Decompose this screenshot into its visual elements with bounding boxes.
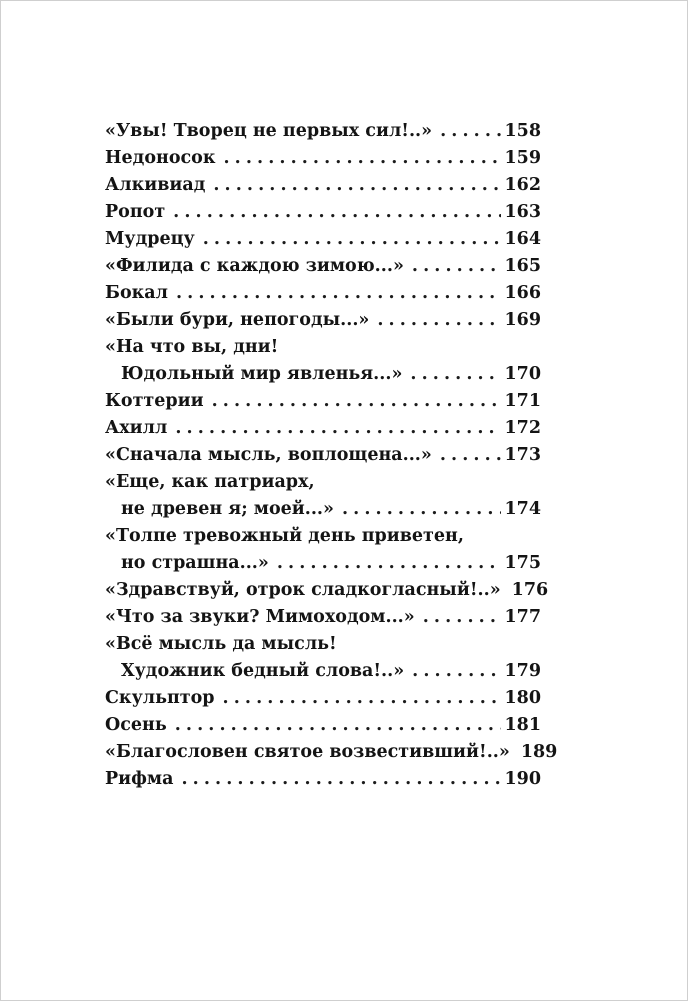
toc-entry-title: Рифма [105,769,174,789]
toc-entry-line [105,199,541,226]
toc-entry-title: Коттерии [105,391,204,411]
toc-entry-title: «Еще, как патриарх, [105,472,315,492]
toc-entry [105,334,541,388]
toc-entry-title: «Здравствуй, отрок сладкогласный!..» [105,580,501,600]
toc-entry-title: Ропот [105,202,166,222]
dot-leader [175,712,502,739]
toc-page-number: 175 [504,553,541,573]
dot-leader [181,766,501,793]
toc-entry [105,118,541,145]
toc-entry-title: «Сначала мысль, воплощена...» [105,445,432,465]
toc-entry-title: Скульптор [105,688,215,708]
toc-entry [105,739,558,766]
toc-page-number: 177 [504,607,541,627]
toc-page-number: 166 [504,283,541,303]
dot-leader [223,685,502,712]
dot-leader [412,253,502,280]
toc-entry-line [105,739,558,766]
toc-entry-title: «Увы! Творец не первых сил!..» [105,121,433,141]
toc-entry [105,712,541,739]
toc-entry-title: «Толпе тревожный день приветен, [105,526,464,546]
toc-entry-line [105,253,541,280]
toc-entry-title: не древен я; моей...» [121,499,334,519]
toc-entry-continuation-line [105,361,541,388]
toc-page-number: 181 [504,715,541,735]
toc-entry-title: Художник бедный слова!..» [121,661,405,681]
toc-entry-line [105,685,541,712]
toc-page-number: 180 [504,688,541,708]
dot-leader [223,145,501,172]
toc-entry-title: Мудрецу [105,229,195,249]
toc-entry-line [105,523,541,550]
toc-entry-continuation-line [105,658,541,685]
dot-leader [175,415,501,442]
toc-entry-line [105,226,541,253]
toc-entry-title: но страшна...» [121,553,269,573]
toc-page-number: 189 [520,742,558,762]
toc-page-number: 190 [504,769,541,789]
toc-entry-title: «Всё мысль да мысль! [105,634,337,654]
toc-entry [105,307,541,334]
dot-leader [277,550,502,577]
toc-entry [105,766,541,793]
toc-entry-line [105,415,541,442]
toc-entry-title: «На что вы, дни! [105,337,279,357]
toc-entry [105,253,541,280]
toc-entry-title: Алкивиад [105,175,206,195]
toc-page-number: 169 [504,310,541,330]
toc-entry [105,415,541,442]
dot-leader [377,307,501,334]
toc-entry [105,280,541,307]
dot-leader [203,226,502,253]
toc-entry-line [105,442,541,469]
toc-entry-title: «Что за звуки? Мимоходом...» [105,607,415,627]
table-of-contents [105,118,558,793]
toc-entry [105,523,541,577]
toc-entry-line [105,280,541,307]
toc-entry [105,199,541,226]
dot-leader [440,442,502,469]
dot-leader [176,280,502,307]
toc-entry [105,388,541,415]
toc-entry-title: «Филида с каждою зимою...» [105,256,404,276]
toc-entry [105,145,541,172]
toc-entry-line [105,766,541,793]
toc-entry [105,685,541,712]
dot-leader [212,388,502,415]
toc-entry-title: «Благословен святое возвестивший!..» [105,742,510,762]
toc-page-number: 165 [504,256,541,276]
toc-entry [105,631,541,685]
toc-entry [105,442,541,469]
toc-entry-continuation-line [105,550,541,577]
dot-leader [410,361,501,388]
toc-entry-line [105,334,541,361]
dot-leader [440,118,501,145]
toc-page-number: 170 [504,364,541,384]
toc-entry-line [105,145,541,172]
toc-page-number: 164 [504,229,541,249]
toc-entry-line [105,307,541,334]
toc-entry [105,577,549,604]
toc-entry-line [105,172,541,199]
toc-entry-line [105,388,541,415]
toc-page-number: 179 [504,661,541,681]
toc-entry [105,226,541,253]
toc-entry-title: Ахилл [105,418,168,438]
toc-page-number: 158 [504,121,541,141]
toc-entry-line [105,712,541,739]
toc-entry-title: Недоносок [105,148,216,168]
toc-page-number: 162 [504,175,541,195]
toc-entry-line [105,631,541,658]
dot-leader [173,199,501,226]
dot-leader [213,172,501,199]
toc-page-number: 163 [504,202,541,222]
dot-leader [412,658,501,685]
toc-page-number: 172 [504,418,541,438]
toc-entry-continuation-line [105,496,541,523]
toc-entry [105,172,541,199]
toc-entry-line [105,118,541,145]
toc-page-number: 159 [504,148,541,168]
toc-page-number: 174 [504,499,541,519]
dot-leader [342,496,502,523]
toc-page-number: 176 [511,580,549,600]
toc-entry-line [105,469,541,496]
toc-entry [105,604,541,631]
toc-entry-title: Юдольный мир явленья...» [121,364,403,384]
toc-page-number: 173 [504,445,541,465]
toc-entry-title: Бокал [105,283,168,303]
dot-leader [423,604,502,631]
toc-entry-line [105,604,541,631]
toc-entry-title: Осень [105,715,167,735]
toc-entry-line [105,577,549,604]
toc-entry-title: «Были бури, непогоды...» [105,310,370,330]
toc-page-number: 171 [504,391,541,411]
toc-entry [105,469,541,523]
